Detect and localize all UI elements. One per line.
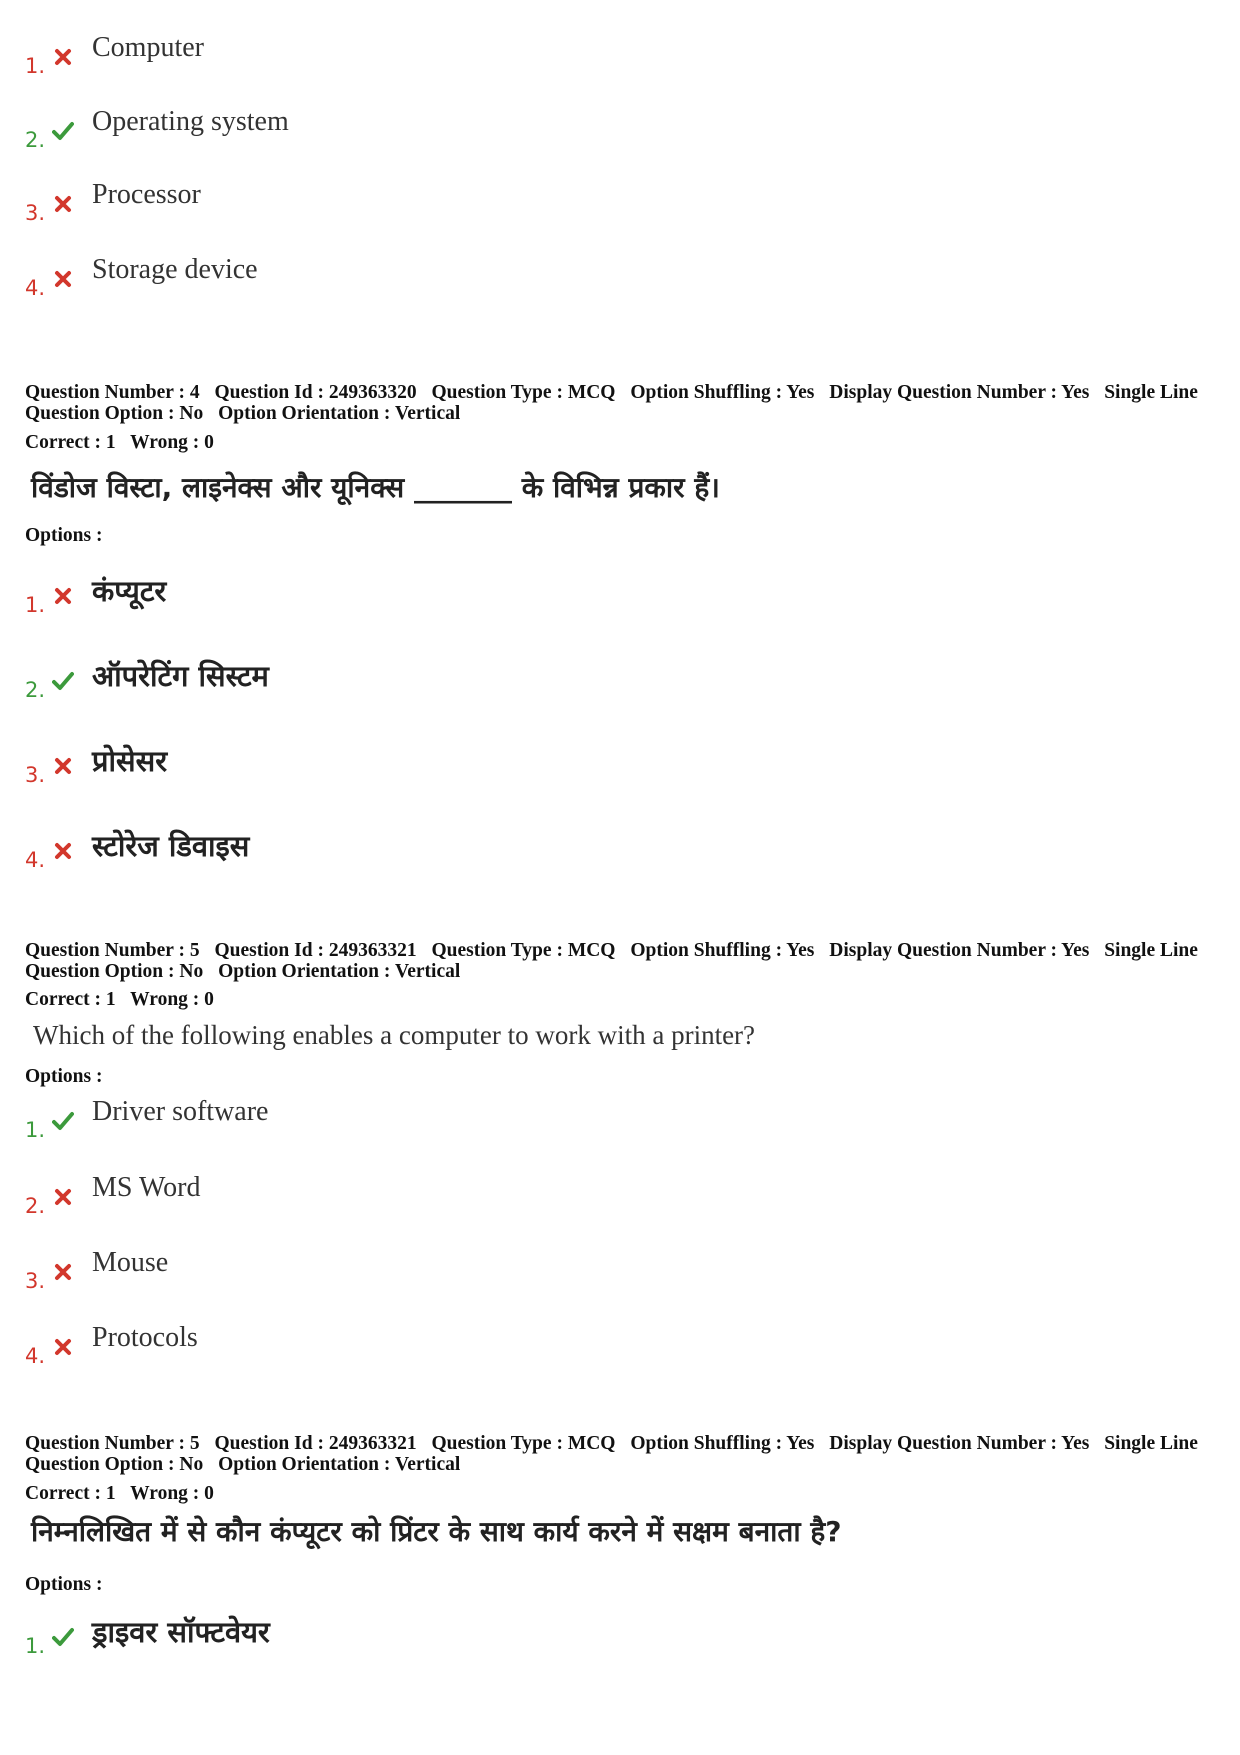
option-text: Mouse <box>92 1247 169 1278</box>
meta-pair: Question Type : MCQ <box>431 1433 616 1454</box>
options-label: Options : <box>25 1066 103 1087</box>
option-text: Storage device <box>92 254 258 285</box>
question-text: Which of the following enables a computer to work with a printer? <box>33 1020 756 1050</box>
correct-marks: Correct : 1 <box>25 432 116 453</box>
meta-pair: Display Question Number : Yes <box>829 940 1090 961</box>
check-icon <box>52 1110 74 1132</box>
option-number: 4. <box>25 276 46 300</box>
option-text: Processor <box>92 179 201 210</box>
meta-pair: Single Line Question Option : No <box>25 382 1198 424</box>
check-icon <box>52 670 74 692</box>
options-label: Options : <box>25 1574 103 1595</box>
option-number: 2. <box>25 128 46 152</box>
option-number: 1. <box>25 593 46 617</box>
option-text: कंप्यूटर <box>92 574 167 608</box>
marks-row <box>25 432 224 454</box>
meta-pair: Question Id : 249363320 <box>214 382 417 403</box>
cross-icon <box>52 585 74 607</box>
option-number: 3. <box>25 763 46 787</box>
meta-pair: Question Type : MCQ <box>431 382 616 403</box>
meta-pair: Option Orientation : Vertical <box>218 961 461 982</box>
correct-marks: Correct : 1 <box>25 989 116 1010</box>
marks-row <box>25 989 224 1011</box>
option-number: 1. <box>25 1118 46 1142</box>
wrong-marks: Wrong : 0 <box>130 432 214 453</box>
cross-icon <box>52 1261 74 1283</box>
cross-icon <box>52 840 74 862</box>
wrong-marks: Wrong : 0 <box>130 989 214 1010</box>
question-text: विंडोज विस्टा, लाइनेक्स और यूनिक्स _______ के विभिन्न प्रकार हैं। <box>31 471 720 504</box>
question-meta <box>25 1433 1220 1475</box>
option-text: स्टोरेज डिवाइस <box>92 829 250 863</box>
option-number: 3. <box>25 201 46 225</box>
option-text: प्रोसेसर <box>92 744 168 778</box>
meta-pair: Question Id : 249363321 <box>214 1433 417 1454</box>
meta-pair: Single Line Question Option : No <box>25 1433 1198 1475</box>
option-text: Operating system <box>92 106 289 137</box>
cross-icon <box>52 1186 74 1208</box>
meta-pair: Question Number : 5 <box>25 1433 200 1454</box>
option-number: 3. <box>25 1269 46 1293</box>
option-text: Driver software <box>92 1096 269 1127</box>
options-label: Options : <box>25 525 103 546</box>
meta-pair: Option Shuffling : Yes <box>630 1433 815 1454</box>
meta-pair: Option Orientation : Vertical <box>218 1454 461 1475</box>
option-text: Protocols <box>92 1322 198 1353</box>
check-icon <box>52 1626 74 1648</box>
correct-marks: Correct : 1 <box>25 1483 116 1504</box>
meta-pair: Question Id : 249363321 <box>214 940 417 961</box>
meta-pair: Display Question Number : Yes <box>829 382 1090 403</box>
option-number: 2. <box>25 1194 46 1218</box>
option-text: Computer <box>92 32 204 63</box>
meta-pair: Single Line Question Option : No <box>25 940 1198 982</box>
meta-pair: Question Type : MCQ <box>431 940 616 961</box>
option-number: 4. <box>25 1344 46 1368</box>
option-number: 2. <box>25 678 46 702</box>
cross-icon <box>52 1336 74 1358</box>
question-meta <box>25 382 1220 424</box>
meta-pair: Question Number : 5 <box>25 940 200 961</box>
option-text: ऑपरेटिंग सिस्टम <box>92 659 269 693</box>
option-number: 4. <box>25 848 46 872</box>
meta-pair: Display Question Number : Yes <box>829 1433 1090 1454</box>
question-meta <box>25 940 1220 982</box>
option-number: 1. <box>25 54 46 78</box>
meta-pair: Option Shuffling : Yes <box>630 382 815 403</box>
meta-pair: Question Number : 4 <box>25 382 200 403</box>
wrong-marks: Wrong : 0 <box>130 1483 214 1504</box>
cross-icon <box>52 755 74 777</box>
cross-icon <box>52 46 74 68</box>
option-text: MS Word <box>92 1172 201 1203</box>
question-text: निम्नलिखित में से कौन कंप्यूटर को प्रिंटर के साथ कार्य करने में सक्षम बनाता है? <box>31 1515 842 1548</box>
option-number: 1. <box>25 1634 46 1658</box>
cross-icon <box>52 268 74 290</box>
check-icon <box>52 120 74 142</box>
option-text: ड्राइवर सॉफ्टवेयर <box>92 1615 270 1649</box>
cross-icon <box>52 193 74 215</box>
marks-row <box>25 1483 224 1505</box>
meta-pair: Option Orientation : Vertical <box>218 403 461 424</box>
meta-pair: Option Shuffling : Yes <box>630 940 815 961</box>
